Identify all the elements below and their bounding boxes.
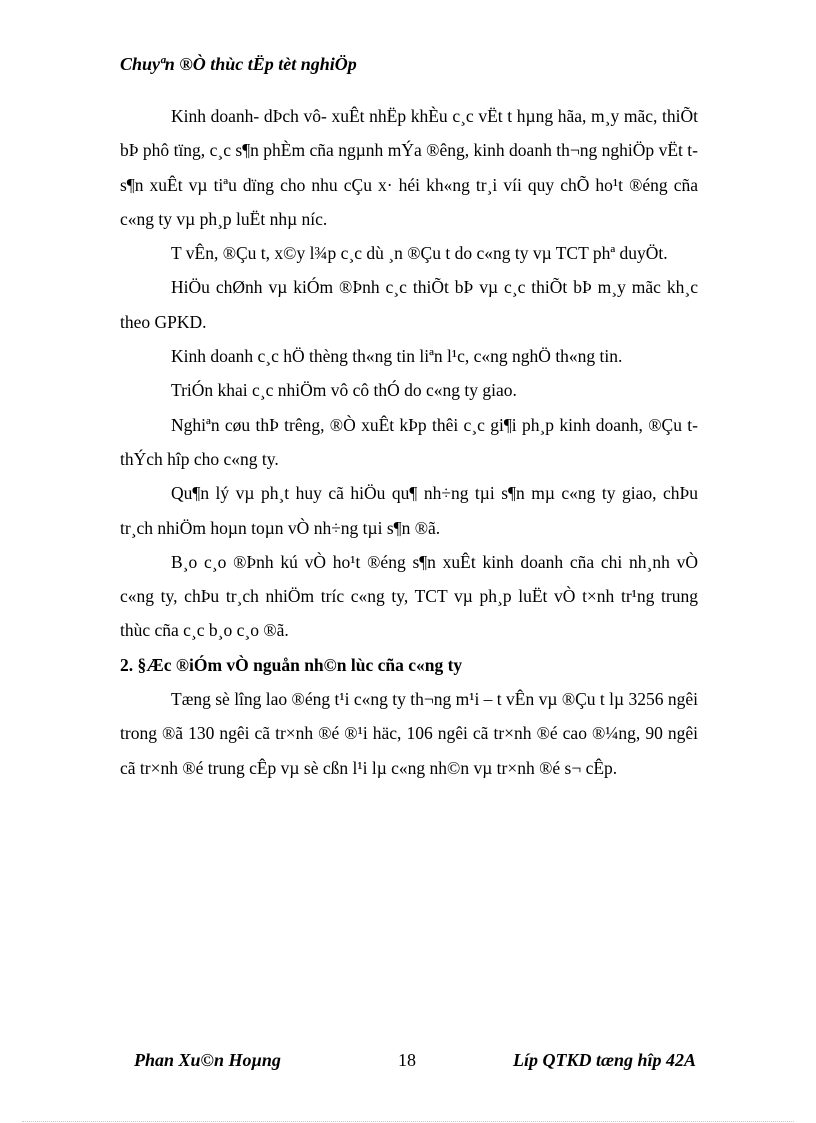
page-footer	[0, 1050, 816, 1074]
footer-author: Phan Xu©n Hoµng	[134, 1050, 281, 1070]
paragraph-4: Kinh doanh c¸c hÖ thèng th«ng tin liªn l¹c, c«ng nghÖ th«ng tin.	[171, 346, 623, 367]
footer-class-name: Líp QTKD tæng hîp 42A	[512, 1050, 696, 1070]
paragraph-2: T vÊn, ®Çu t, x©y l¾p c¸c dù ¸n ®Çu t do c«ng ty vµ TCT phª duyÖt.	[171, 243, 668, 264]
document-body	[120, 99, 698, 785]
paragraph-6: Nghiªn cøu thÞ trêng, ®Ò xuÊt kÞp thêi c¸c gi¶i ph¸p kinh doanh, ®Çu t thÝch hîp cho c«ng ty.	[120, 414, 698, 469]
paragraph-5: TriÓn khai c¸c nhiÖm vô cô thÓ do c«ng ty giao.	[171, 380, 517, 401]
section-heading: 2. §Æc ®iÓm vÒ nguån nh©n lùc cña c«ng ty	[120, 654, 463, 675]
bottom-divider	[22, 1121, 794, 1122]
paragraph-7: Qu¶n lý vµ ph¸t huy cã hiÖu qu¶ nh÷ng tµi s¶n mµ c«ng ty giao, chÞu tr¸ch nhiÖm hoµn toµn vÒ nh÷ng tµi s¶n ®ã.	[120, 483, 698, 538]
paragraph-8: B¸o c¸o ®Þnh kú vÒ ho¹t ®éng s¶n xuÊt kinh doanh cña chi nh¸nh vÒ c«ng ty, chÞu tr¸ch nhiÖm tríc c«ng ty, TCT vµ ph¸p luËt vÒ t×nh tr¹ng trung thùc cña c¸c b¸o c¸o ®ã.	[120, 551, 698, 641]
section-paragraph: Tæng sè lîng lao ®éng t¹i c«ng ty th¬ng m¹i – t vÊn vµ ®Çu t lµ 3256 ngêi trong ®ã 130 ngêi cã tr×nh ®é ®¹i häc, 106 ngêi cã tr×nh ®é cao ®¼ng, 90 ngêi cã tr×nh ®é trung cÊp vµ sè cßn l¹i lµ c«ng nh©n vµ tr×nh ®é s¬ cÊp.	[120, 689, 698, 778]
paragraph-3: HiÖu chØnh vµ kiÓm ®Þnh c¸c thiÕt bÞ vµ c¸c thiÕt bÞ m¸y mãc kh¸c theo GPKD.	[120, 277, 698, 332]
page-header: Chuyªn ®Ò thùc tËp tèt nghiÖp	[120, 54, 357, 74]
page-number: 18	[398, 1050, 416, 1070]
paragraph-1: Kinh doanh- dÞch vô- xuÊt nhËp khÈu c¸c vËt t hµng hãa, m¸y mãc, thiÕt bÞ phô tïng, c¸c s¶n phÈm cña ngµnh mÝa ®êng, kinh doanh th¬ng nghiÖp vËt t s¶n xuÊt vµ tiªu dïng cho nhu cÇu x· héi kh«ng tr¸i víi quy chÕ ho¹t ®éng cña c«ng ty vµ ph¸p luËt nhµ níc.	[120, 106, 698, 229]
